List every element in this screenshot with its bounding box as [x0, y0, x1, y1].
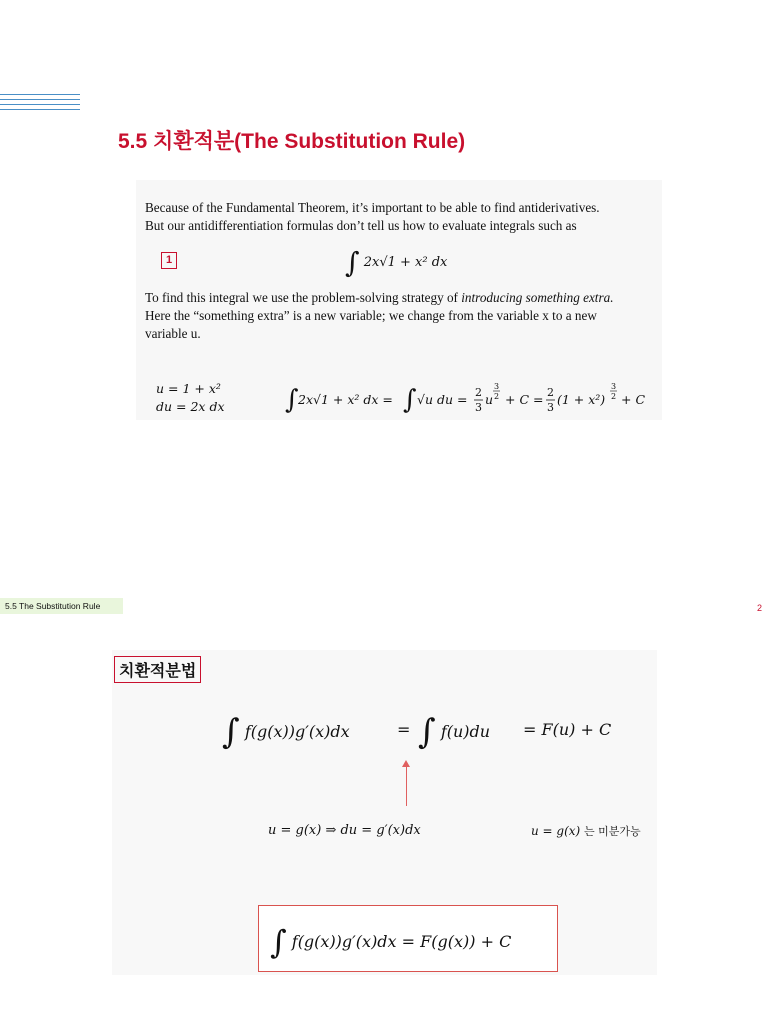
exponent-numerator: 3	[494, 382, 500, 391]
left-integrand: f(g(x))g′(x)dx	[244, 722, 350, 741]
equation-1-body: 2x√1 + x² dx	[363, 255, 448, 270]
left-integral	[222, 712, 350, 752]
substitution-u: u = 1 + x²	[156, 381, 221, 396]
substitution-definition	[156, 380, 225, 416]
section-footer-label: 5.5 The Substitution Rule	[0, 598, 123, 614]
integral-sign-icon: ∫	[418, 712, 436, 752]
differentiability-condition	[531, 823, 641, 839]
eq2-part1: 2x√1 + x² dx =	[298, 392, 393, 407]
integral-sign-icon: ∫	[345, 246, 360, 279]
condition-math: u = g(x)	[531, 824, 585, 838]
equation-number-badge: 1	[161, 252, 177, 269]
exponent-denominator: 2	[494, 392, 500, 401]
strategy-paragraph	[145, 289, 614, 343]
intro-paragraph	[145, 199, 600, 235]
eq2-part5: + C	[621, 392, 646, 407]
integral-sign-icon: ∫	[270, 923, 287, 961]
equation-1	[345, 246, 447, 279]
eq2-part3: + C =	[505, 392, 544, 407]
intro-line-2: But our antidifferentiation formulas don’t tell us how to evaluate integrals such as	[145, 218, 577, 233]
page-number: 2	[757, 603, 763, 613]
exponent-numerator: 3	[611, 382, 617, 391]
boxed-formula-body: f(g(x))g′(x)dx = F(g(x)) + C	[291, 932, 512, 951]
eq2-part2: √u du =	[417, 392, 468, 407]
substitution-du: du = 2x dx	[156, 399, 225, 414]
substitution-relation: u = g(x) ⇒ du = g′(x)dx	[268, 823, 421, 838]
exponent-denominator: 2	[611, 392, 617, 401]
fraction-denominator: 3	[547, 401, 554, 414]
arrow-line	[406, 766, 407, 806]
fraction-numerator: 2	[547, 386, 554, 399]
slide-title: 5.5 치환적분(The Substitution Rule)	[118, 130, 466, 153]
condition-text: 는 미분가능	[584, 825, 641, 838]
method-title: 치환적분법	[114, 656, 201, 683]
strategy-line-1-emphasis: introducing something extra.	[461, 290, 614, 305]
decorative-lines	[0, 94, 80, 114]
eq2-part4: (1 + x²)	[557, 392, 606, 407]
eq2-u: u	[485, 392, 494, 407]
worked-substitution-equation	[285, 380, 650, 420]
intro-line-1: Because of the Fundamental Theorem, it’s important to be able to find antiderivatives.	[145, 200, 600, 215]
boxed-formula	[270, 923, 511, 961]
antiderivative-result: = F(u) + C	[523, 720, 612, 739]
equals-sign: =	[397, 720, 411, 739]
right-integral	[418, 712, 490, 752]
strategy-line-3: variable u.	[145, 326, 201, 341]
fraction-numerator: 2	[475, 386, 482, 399]
right-integrand: f(u)du	[440, 722, 491, 741]
strategy-line-2: Here the “something extra” is a new variable; we change from the variable x to a new	[145, 308, 597, 323]
strategy-line-1-text: To find this integral we use the problem-solving strategy of	[145, 290, 462, 305]
integral-sign-icon: ∫	[403, 385, 417, 415]
integral-sign-icon: ∫	[222, 712, 240, 752]
strategy-line-1	[145, 289, 614, 307]
integral-sign-icon: ∫	[285, 385, 299, 415]
fraction-denominator: 3	[475, 401, 482, 414]
